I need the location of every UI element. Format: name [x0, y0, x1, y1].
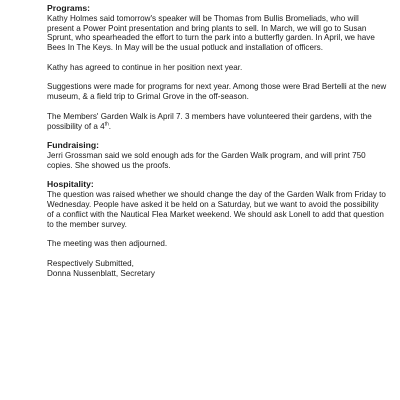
fundraising-heading: Fundraising:	[47, 140, 100, 151]
signoff-line: Respectively Submitted,	[47, 258, 134, 268]
hospitality-heading: Hospitality:	[47, 179, 94, 190]
programs-paragraph-suggestions: Suggestions were made for programs for next year. Among those were Brad Bertelli at the new museum, & a field trip to Grimal Grove in the off-season.	[47, 82, 387, 102]
garden-walk-superscript: th	[104, 120, 109, 127]
programs-paragraph-speakers: Kathy Holmes said tomorrow's speaker will be Thomas from Bullis Bromeliads, who will present a Power Point presentation and bring plants to sell. In March, we will go to Susan Sprunt, who spearheaded the effort to turn the park into a butterfly garden. In April, we have Bees In The Keys. In May will be the usual potluck and installation of officers.	[47, 13, 375, 53]
hospitality-paragraph: The question was raised whether we should change the day of the Garden Walk from Friday to Wednesday. People have asked it be held on a Saturday, but we want to avoid the possibility of a conflict with the Nautical Flea Market weekend. We should ask Lonell to add that question to the member survey.	[47, 190, 386, 229]
programs-paragraph-garden-walk	[47, 112, 387, 132]
programs-paragraph-kathy: Kathy has agreed to continue in her position next year.	[47, 62, 243, 72]
programs-section	[47, 4, 387, 131]
hospitality-section	[47, 180, 387, 229]
signature-block	[47, 259, 387, 279]
programs-heading: Programs:	[47, 3, 90, 13]
fundraising-paragraph: Jerri Grossman said we sold enough ads for the Garden Walk program, and will print 750 copies. She showed us the proofs.	[47, 150, 366, 170]
fundraising-section	[47, 141, 387, 170]
garden-walk-text: The Members' Garden Walk is April 7. 3 members have volunteered their gardens, with the possibility of a 4	[47, 111, 372, 131]
garden-walk-period: .	[108, 121, 112, 131]
document-page	[47, 4, 387, 278]
adjourned-line: The meeting was then adjourned.	[47, 239, 168, 249]
signer-line: Donna Nussenblatt, Secretary	[47, 268, 155, 278]
